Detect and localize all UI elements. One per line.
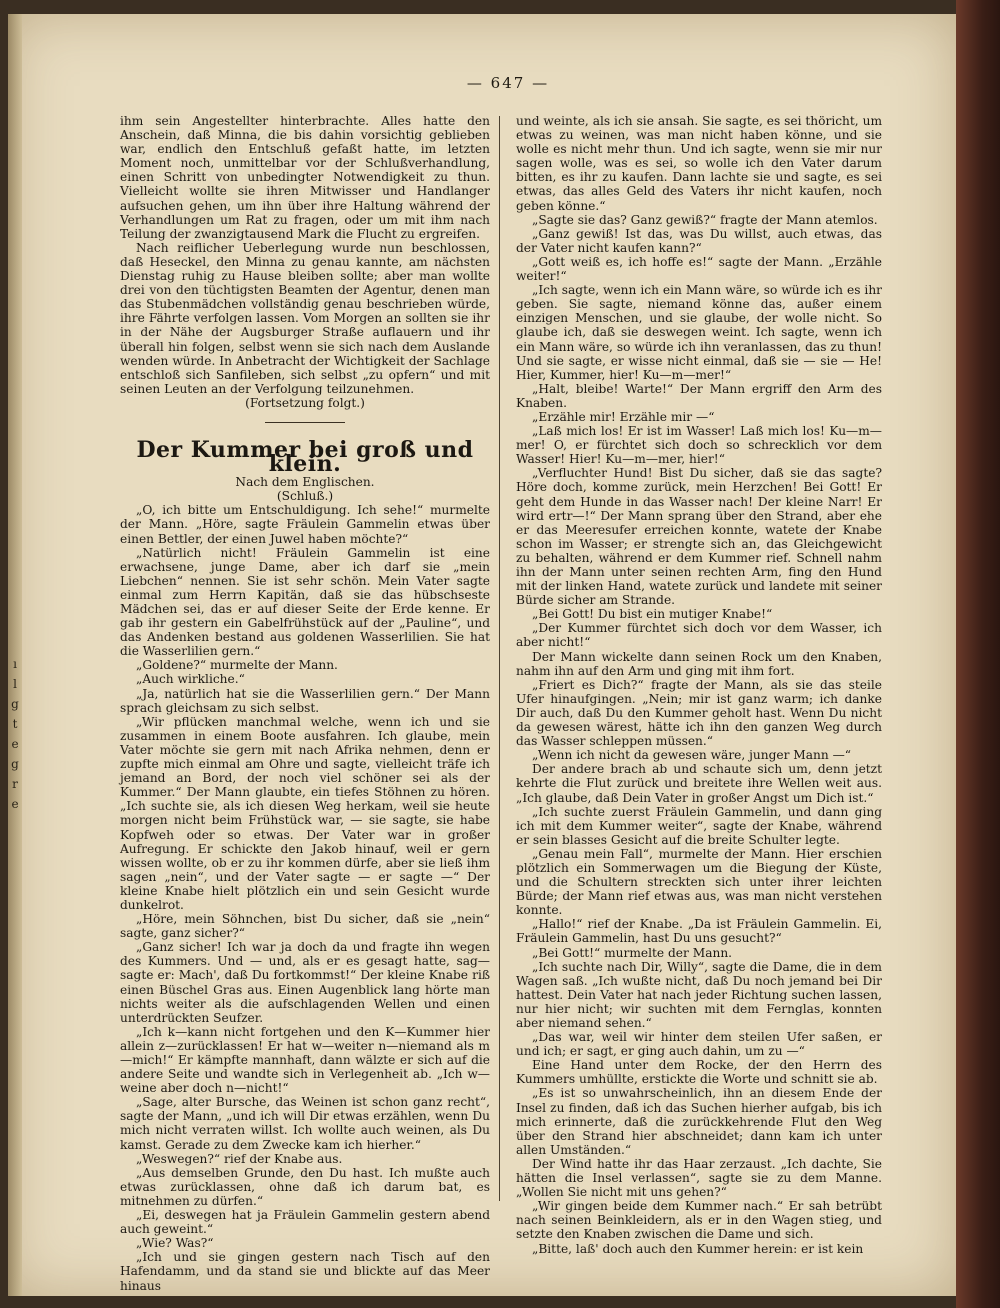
story-text-left	[120, 503, 490, 1292]
paragraph: „Goldene?“ murmelte der Mann.	[136, 658, 338, 673]
paragraph: „Wir gingen beide dem Kummer nach.“ Er sah betrübt nach seinen Beinkleidern, als er in den Wagen stieg, und setzte den Knaben zwischen die Dame und sich.	[516, 1199, 882, 1242]
story-title: Der Kummer bei groß und klein.	[136, 436, 474, 478]
paragraph: (Fortsetzung folgt.)	[245, 395, 365, 410]
paragraph: „Weswegen?“ rief der Knabe aus.	[136, 1151, 343, 1166]
edge-letter: e	[11, 797, 19, 811]
paragraph: Eine Hand unter dem Rocke, der den Herrn des Kummers umhüllte, erstickte die Worte und schnitt sie ab.	[516, 1058, 882, 1087]
edge-letter: r	[12, 777, 18, 791]
section-divider	[265, 422, 345, 423]
story-note: (Schluß.)	[276, 489, 334, 504]
paragraph: Nach reiflicher Ueberlegung wurde nun beschlossen, daß Heseckel, den Minna zu genau kannte, am nächsten Dienstag ruhig zu Hause bleiben sollte; aber man wollte drei von den tüchtigsten Beamten der Agentur, denen man das Stubenmädchen vollständig genau beschrieben würde, ihre Fährte verfolgen lassen. Vom Morgen an sollten sie ihr in der Nähe der Augsburger Straße auflauern und ihr überall hin folgen, selbst wenn sie sich nach dem Auslande wenden würde. In Anbetracht der Wichtigkeit der Sachlage entschloß sich Sanfileben, sich selbst „zu opfern“ und mit seinen Leuten an der Verfolgung teilzunehmen.	[120, 240, 490, 396]
left-column	[120, 114, 490, 1293]
edge-letters	[8, 654, 22, 814]
paragraph: Der Mann wickelte dann seinen Rock um den Knaben, nahm ihn auf den Arm und ging mit ihm fort.	[516, 649, 882, 678]
page-number: — 647 —	[466, 74, 550, 92]
paragraph: „Es ist so unwahrscheinlich, ihn an diesem Ende der Insel zu finden, daß ich das Suchen hierher aufgab, bis ich mich erinnerte, daß die zurückkehrende Flut den Weg über den Strand hier abschneidet; dann kam ich unter allen Umständen.“	[516, 1086, 882, 1157]
edge-letter: g	[11, 697, 19, 711]
paragraph: „Auch wirkliche.“	[136, 672, 245, 687]
paragraph: „Laß mich los! Er ist im Wasser! Laß mich los! Ku—m—mer! O, er fürchtet sich doch so schrecklich vor dem Wasser! Hier! Ku—m—mer, hier!“	[516, 424, 882, 467]
edge-letter: l	[13, 677, 17, 691]
paragraph: „Ich sagte, wenn ich ein Mann wäre, so würde ich es ihr geben. Sie sagte, niemand könne das, außer einem einzigen Menschen, und sie glaube, der wolle nicht. So glaube ich, daß sie deswegen weint. Ich sagte, wenn ich ein Mann wäre, so würde ich ihn veranlassen, das zu thun! Und sie sagte, er wisse nicht einmal, daß sie — sie — He! Hier, Kummer, hier! Ku—m—mer!“	[516, 283, 882, 382]
paragraph: „Wie? Was?“	[136, 1236, 214, 1251]
paragraph: „Friert es Dich?“ fragte der Mann, als sie das steile Ufer hinaufgingen. „Nein; mir ist ganz warm; ich danke Dir auch, daß Du den Kummer geholt hast. Wenn Du nicht da gewesen wärest, hätte ich ihn den ganzen Weg durch das Wasser schleppen müssen.“	[516, 677, 882, 749]
paragraph: „Der Kummer fürchtet sich doch vor dem Wasser, ich aber nicht!“	[516, 621, 882, 650]
paragraph: „Bei Gott!“ murmelte der Mann.	[532, 945, 733, 960]
paragraph: „Bei Gott! Du bist ein mutiger Knabe!“	[532, 607, 773, 622]
paragraph: und weinte, als ich sie ansah. Sie sagte, es sei thöricht, um etwas zu weinen, was man nicht haben könne, und sie wolle es nicht mehr thun. Und ich sagte, wenn sie mir nur sagen wolle, was es sei, so wolle ich den Vater darum bitten, es ihr zu kaufen. Dann lachte sie und sagte, es sei etwas, das alles Geld des Vaters ihr nicht kaufen, noch geben könne.“	[516, 114, 882, 213]
paragraph: „Gott weiß es, ich hoffe es!“ sagte der Mann. „Erzähle weiter!“	[516, 254, 882, 284]
paragraph: Der andere brach ab und schaute sich um, denn jetzt kehrte die Flut zurück und breitete ihre Wellen weit aus. „Ich glaube, daß Dein Vater in großer Angst um Dich ist.“	[516, 762, 882, 805]
paragraph: „Sage, alter Bursche, das Weinen ist schon ganz recht“, sagte der Mann, „und ich will Dir etwas erzählen, wenn Du mich nicht verraten willst. Ich wollte auch weinen, als Du kamst. Gerade zu dem Zwecke kam ich hierher.“	[120, 1095, 490, 1152]
story-subtitle: Nach dem Englischen.	[235, 475, 375, 490]
paragraph: „Ja, natürlich hat sie die Wasserlilien gern.“ Der Mann sprach gleichsam zu sich selbst.	[120, 686, 490, 715]
paragraph: „Höre, mein Söhnchen, bist Du sicher, daß sie „nein“ sagte, ganz sicher?“	[120, 912, 490, 941]
paragraph: „Ich suchte nach Dir, Willy“, sagte die Dame, die in dem Wagen saß. „Ich wußte nicht, daß Du noch jemand bei Dir hattest. Dein Vater hat nach jeder Richtung suchen lassen, nur hier nicht; wir suchten mit dem Fernglas, konnten aber niemand sehen.“	[516, 959, 882, 1030]
edge-letter: e	[11, 737, 19, 751]
paragraph: „Ei, deswegen hat ja Fräulein Gammelin gestern abend auch geweint.“	[120, 1208, 490, 1237]
paragraph: „Genau mein Fall“, murmelte der Mann. Hier erschien plötzlich ein Sommerwagen um die Biegung der Küste, und die Schultern streckten sich unter ihrer leichten Bürde; der Mann rief etwas aus, was man nicht verstehen konnte.	[516, 846, 882, 918]
paragraph: „Ganz gewiß! Ist das, was Du willst, auch etwas, das der Vater nicht kaufen kann?“	[516, 226, 882, 255]
newspaper-page	[8, 14, 956, 1296]
paragraph: ihm sein Angestellter hinterbrachte. Alles hatte den Anschein, daß Minna, die bis dahin vorsichtig geblieben war, endlich den Entschluß gefaßt hatte, im letzten Moment noch, unmittelbar vor der Schlußverhandlung, einen Schritt von unbedingter Notwendigkeit zu thun. Vielleicht wollte sie ihren Mitwisser und Handlanger aufsuchen gehen, um ihn über ihre Haltung während der Verhandlungen um Rat zu fragen, oder um mit ihm nach Teilung der zwanzigtausend Mark die Flucht zu ergreifen.	[120, 114, 490, 241]
paragraph: „Aus demselben Grunde, den Du hast. Ich mußte auch etwas zurücklassen, ohne daß ich darum bat, es mitnehmen zu dürfen.“	[120, 1165, 490, 1208]
paragraph: „Wenn ich nicht da gewesen wäre, junger Mann —“	[532, 748, 852, 763]
edge-letter: t	[12, 717, 18, 731]
paragraph: „Ich und sie gingen gestern nach Tisch auf den Hafendamm, und da stand sie und blickte auf das Meer hinaus	[120, 1250, 490, 1293]
paragraph: „Sagte sie das? Ganz gewiß?“ fragte der Mann atemlos.	[532, 212, 878, 227]
edge-letter: g	[11, 757, 19, 771]
paragraph: „Ganz sicher! Ich war ja doch da und fragte ihn wegen des Kummers. Und — und, als er es gesagt hatte, sag—sagte er: Mach', daß Du fortkommst!“ Der kleine Knabe riß einen Büschel Gras aus. Einen Augenblick lang hörte man nichts weiter als die aufschlagenden Wellen und einen unterdrückten Seufzer.	[120, 940, 490, 1025]
paragraph: „Natürlich nicht! Fräulein Gammelin ist eine erwachsene, junge Dame, aber ich darf sie „mein Liebchen“ nennen. Sie ist sehr schön. Mein Vater sagte einmal zum Herrn Kapitän, daß sie das hübschseste Mädchen sei, das er auf dieser Seite der Erde kenne. Er gab ihr gestern ein Gabelfrühstück auf der „Pauline“, und das Andenken bestand aus goldenen Wasserlilien. Sie hat die Wasserlilien gern.“	[120, 545, 490, 659]
book-binding	[956, 0, 1000, 1308]
paragraph: „Bitte, laß' doch auch den Kummer herein: er ist kein	[532, 1241, 864, 1256]
edge-letter: ı	[13, 657, 17, 671]
paragraph: „Das war, weil wir hinter dem steilen Ufer saßen, er und ich; er sagt, er ging auch dahin, um zu —“	[516, 1030, 882, 1059]
column-rule	[499, 116, 500, 1201]
paragraph: „Halt, bleibe! Warte!“ Der Mann ergriff den Arm des Knaben.	[516, 381, 882, 410]
right-column	[516, 114, 882, 1256]
paragraph: „Ich suchte zuerst Fräulein Gammelin, und dann ging ich mit dem Kummer weiter“, sagte der Knabe, während er sein blasses Gesicht auf die breite Schulter legte.	[516, 804, 882, 847]
paragraph: „O, ich bitte um Entschuldigung. Ich sehe!“ murmelte der Mann. „Höre, sagte Fräulein Gammelin etwas über einen Bettler, der einen Juwel haben möchte?“	[120, 503, 490, 546]
paragraph: „Erzähle mir! Erzähle mir —“	[532, 409, 715, 424]
paragraph: „Wir pflücken manchmal welche, wenn ich und sie zusammen in einem Boote ausfahren. Ich glaube, mein Vater möchte sie gern mit nach Afrika nehmen, denn er zupfte mich einmal am Ohre und sagte, vielleicht träfe ich jemand an Bord, der noch viel schöner sei als der Kummer.“ Der Mann glaubte, ein tiefes Stöhnen zu hören. „Ich suchte sie, als ich diesen Weg herkam, weil sie heute morgen nicht beim Frühstück war, — sie sagte, sie habe Kopfweh oder so etwas. Der Vater war in großer Aufregung. Er schickte den Jakob hinauf, weil er gern wissen wollte, ob er zu ihr kommen dürfe, aber sie ließ ihm sagen „nein“, und der Vater sagte — er sagte —“ Der kleine Knabe hielt plötzlich ein und sein Gesicht wurde dunkelrot.	[120, 714, 490, 912]
serial-ending	[120, 114, 490, 410]
paragraph: „Ich k—kann nicht fortgehen und den K—Kummer hier allein z—zurücklassen! Er hat w—weiter n—niemand als m—mich!“ Er kämpfte mannhaft, dann wälzte er sich auf die andere Seite und wandte sich in Verlegenheit ab. „Ich w—weine aber doch n—nicht!“	[120, 1024, 490, 1096]
paragraph: „Verfluchter Hund! Bist Du sicher, daß sie das sagte? Höre doch, komme zurück, mein Herzchen! Bei Gott! Er geht dem Hunde in das Wasser nach! Der kleine Narr! Er wird ertr—!“ Der Mann sprang über den Strand, aber ehe er das Meeresufer erreichen konnte, watete der Knabe schon im Wasser; er strengte sich an, das Gleichgewicht zu behalten, während er dem Kummer rief. Schnell nahm ihn der Mann unter seinen rechten Arm, fing den Hund mit der linken Hand, watete zurück und landete mit seiner Bürde sicher am Strande.	[516, 466, 882, 608]
paragraph: „Hallo!“ rief der Knabe. „Da ist Fräulein Gammelin. Ei, Fräulein Gammelin, hast Du uns gesucht?“	[516, 917, 882, 946]
paragraph: Der Wind hatte ihr das Haar zerzaust. „Ich dachte, Sie hätten die Insel verlassen“, sagte sie zu dem Manne. „Wollen Sie nicht mit uns gehen?“	[516, 1156, 882, 1200]
